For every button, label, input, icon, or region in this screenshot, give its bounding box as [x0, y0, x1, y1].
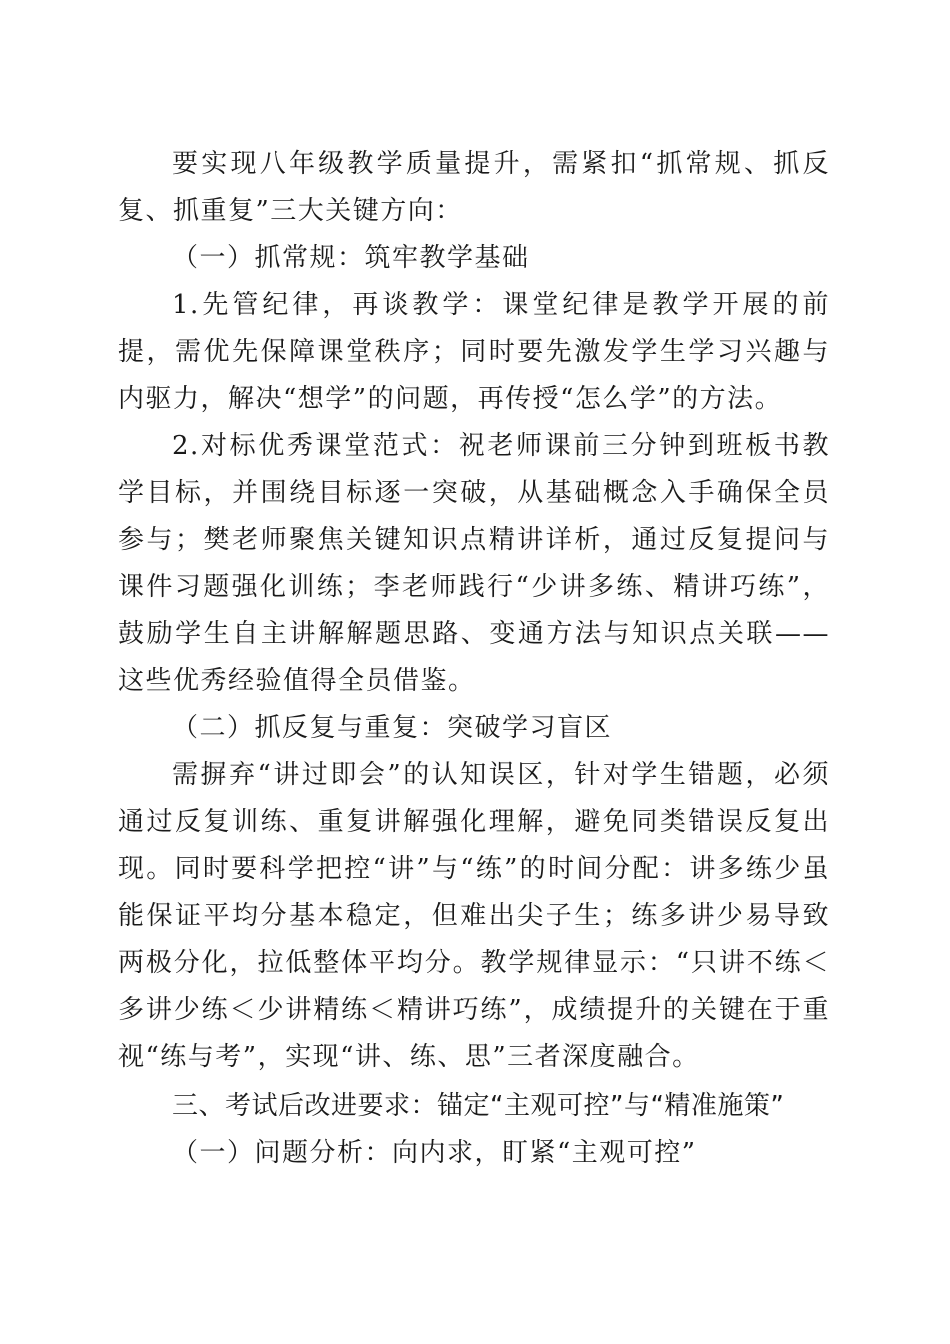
- section1-heading: （一）抓常规：筑牢教学基础: [172, 243, 530, 273]
- section2-body-paragraph: 需摒弃“讲过即会”的认知误区，针对学生错题，必须通过反复训练、重复讲解强化理解，避免同类错误反复出现。同时要科学把控“讲”与“练”的时间分配：讲多练少虽能保证平均分基本稳定，但难出尖子生；练多讲少易导致两极分化，拉低整体平均分。教学规律显示：“只讲不练＜多讲少练＜少讲精练＜精讲巧练”，成绩提升的关键在于重视“练与考”，实现“讲、练、思”三者深度融合。: [118, 760, 830, 1072]
- intro-paragraph: 要实现八年级教学质量提升，需紧扣“抓常规、抓反复、抓重复”三大关键方向：: [118, 149, 830, 226]
- part3-sub-heading: （一）问题分析：向内求，盯紧“主观可控”: [172, 1138, 697, 1168]
- section1-item2-paragraph: 2.对标优秀课堂范式：祝老师课前三分钟到班板书教学目标，并围绕目标逐一突破，从基础概念入手确保全员参与；樊老师聚焦关键知识点精讲详析，通过反复提问与课件习题强化训练；李老师践行“少讲多练、精讲巧练”，鼓励学生自主讲解解题思路、变通方法与知识点关联——这些优秀经验值得全员借鉴。: [118, 431, 830, 696]
- section2-heading: （二）抓反复与重复：突破学习盲区: [172, 713, 613, 743]
- part3-heading: 三、考试后改进要求：锚定“主观可控”与“精准施策”: [172, 1091, 785, 1121]
- document-body: [118, 141, 830, 1177]
- section1-item1-paragraph: 1.先管纪律，再谈教学：课堂纪律是教学开展的前提，需优先保障课堂秩序；同时要先激发学生学习兴趣与内驱力，解决“想学”的问题，再传授“怎么学”的方法。: [118, 290, 830, 414]
